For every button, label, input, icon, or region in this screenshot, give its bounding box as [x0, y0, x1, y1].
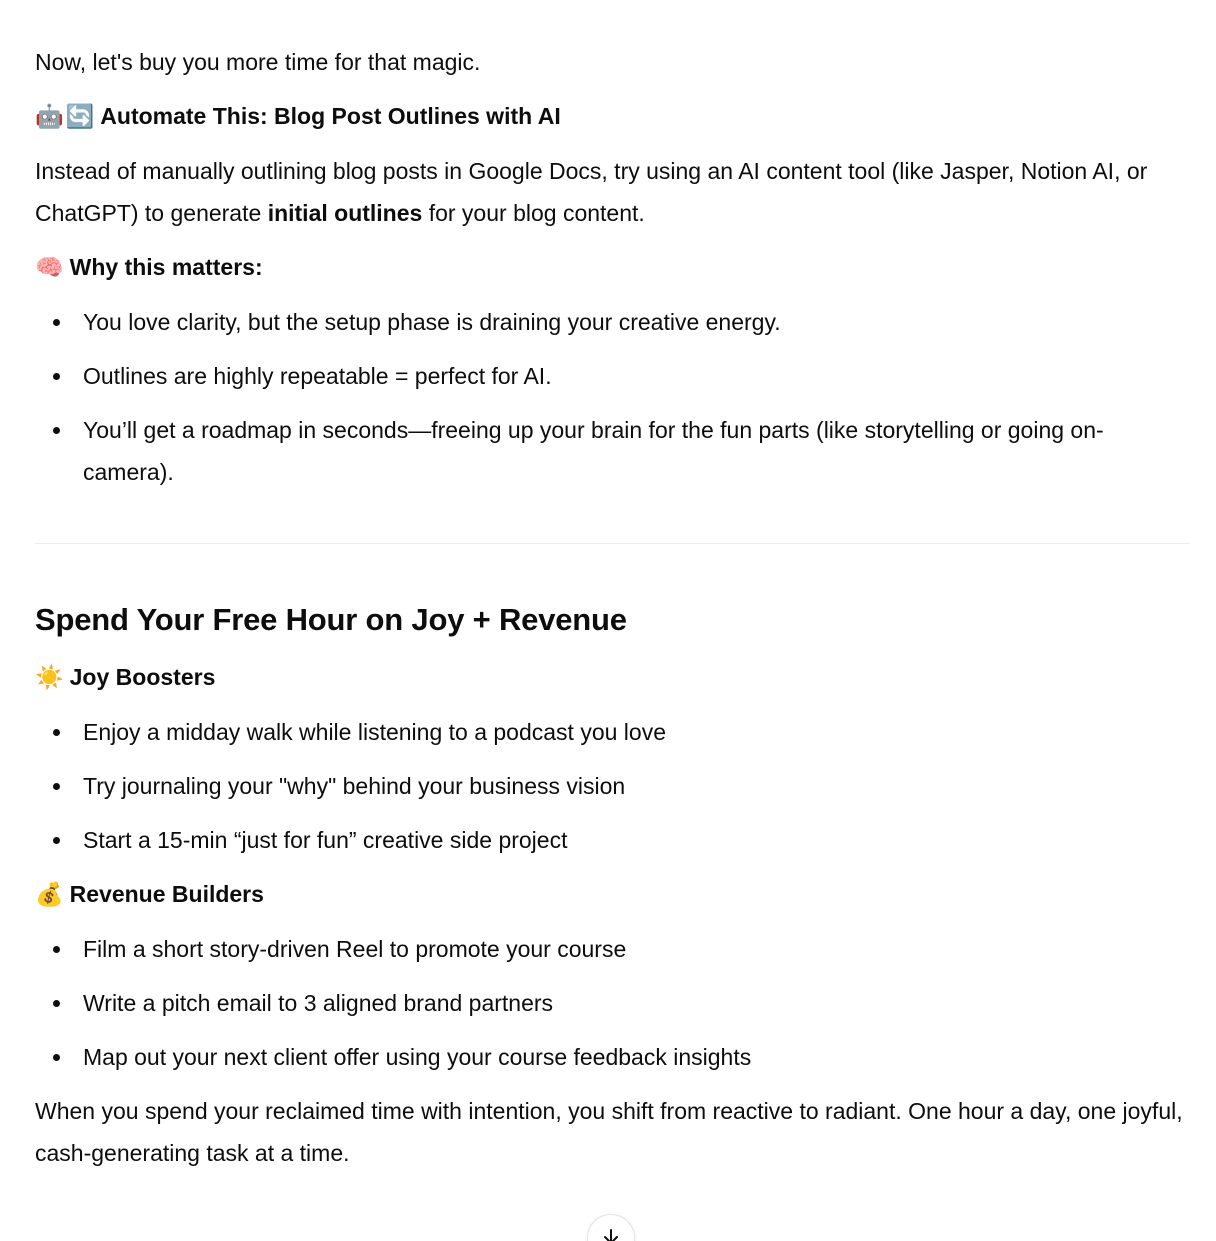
list-item: Start a 15-min “just for fun” creative side project	[35, 819, 1190, 861]
automate-heading	[35, 95, 1190, 138]
automate-paragraph-bold: initial outlines	[267, 200, 423, 226]
automate-paragraph	[35, 150, 1190, 234]
chat-message	[35, 41, 1190, 1186]
joy-list	[35, 711, 1190, 861]
list-item: Outlines are highly repeatable = perfect for AI.	[35, 355, 1190, 397]
section-divider	[35, 543, 1190, 544]
brain-icon: 🧠	[35, 255, 64, 281]
robot-icon: 🤖	[35, 104, 64, 130]
scroll-to-bottom-button[interactable]	[587, 1214, 635, 1241]
closing-paragraph: When you spend your reclaimed time with intention, you shift from reactive to radiant. One hour a day, one joyful, cash-generating task at a time.	[35, 1098, 1183, 1166]
revenue-heading	[35, 873, 1190, 916]
list-item: Map out your next client offer using your course feedback insights	[35, 1036, 1190, 1078]
list-item: Write a pitch email to 3 aligned brand partners	[35, 982, 1190, 1024]
why-heading-text: Why this matters:	[69, 254, 263, 280]
cycle-arrows-icon: 🔄	[65, 104, 95, 130]
sun-icon: ☀️	[35, 665, 64, 691]
list-item: Enjoy a midday walk while listening to a podcast you love	[35, 711, 1190, 753]
list-item: You’ll get a roadmap in seconds—freeing up your brain for the fun parts (like storytelling or going on-camera).	[35, 409, 1190, 493]
list-item: Try journaling your "why" behind your business vision	[35, 765, 1190, 807]
automate-heading-text: Automate This: Blog Post Outlines with AI	[100, 103, 561, 129]
arrow-down-icon	[601, 1227, 621, 1241]
joy-heading-text: Joy Boosters	[69, 664, 216, 690]
automate-paragraph-text: Instead of manually outlining blog posts in Google Docs, try using an AI content tool (like Jasper, Notion AI, or ChatGPT) to generate	[35, 158, 1148, 226]
revenue-list	[35, 928, 1190, 1078]
joy-heading	[35, 656, 1190, 699]
list-item: You love clarity, but the setup phase is draining your creative energy.	[35, 301, 1190, 343]
revenue-heading-text: Revenue Builders	[69, 881, 264, 907]
money-bag-icon: 💰	[35, 882, 64, 908]
why-heading	[35, 246, 1190, 289]
section-title: Spend Your Free Hour on Joy + Revenue	[35, 602, 627, 637]
intro-paragraph: Now, let's buy you more time for that magic.	[35, 49, 481, 75]
list-item: Film a short story-driven Reel to promote your course	[35, 928, 1190, 970]
automate-paragraph-tail: for your blog content.	[422, 200, 645, 226]
why-list	[35, 301, 1190, 493]
